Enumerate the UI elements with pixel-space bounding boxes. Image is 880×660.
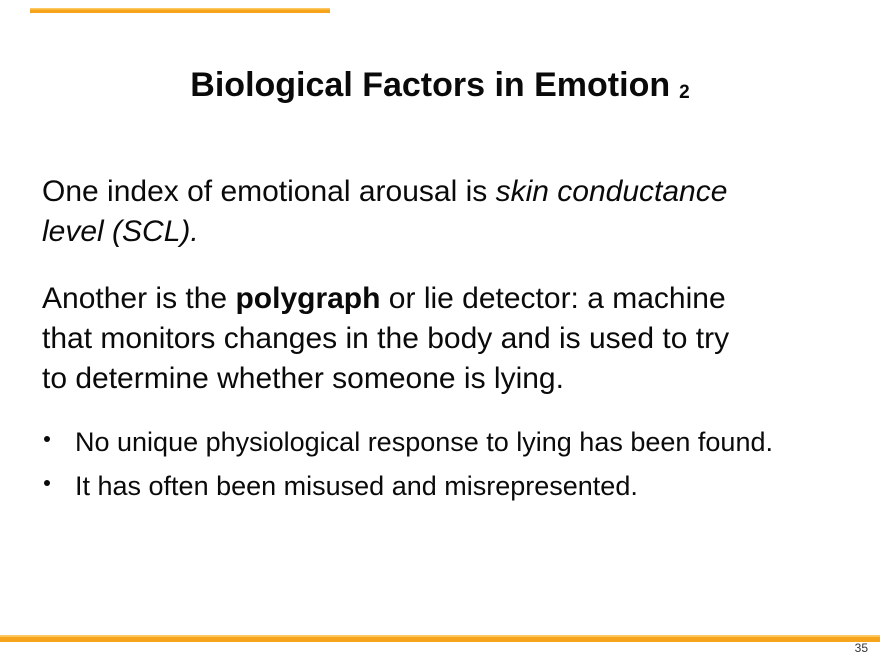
slide-title-index: 2 <box>679 82 690 103</box>
bullet-dot-icon <box>44 480 50 486</box>
bullet-list <box>42 426 860 503</box>
text-run: that monitors changes in the body and is used to try <box>42 322 730 355</box>
text-run: or lie detector: a machine <box>380 282 726 315</box>
text-line <box>42 319 860 359</box>
page-number: 35 <box>854 641 868 655</box>
text-run: skin conductance <box>495 175 728 208</box>
body-paragraph <box>42 172 860 252</box>
slide-title <box>0 64 880 112</box>
bullet-dot-icon <box>44 436 50 442</box>
body-paragraph <box>42 279 860 399</box>
top-accent-bar <box>30 8 330 13</box>
text-run: to determine whether someone is lying. <box>42 362 564 395</box>
bullet-item <box>42 426 860 459</box>
text-run: Another is the <box>42 282 236 315</box>
text-line <box>42 172 860 212</box>
bullet-item <box>42 470 860 503</box>
bullet-text: It has often been misused and misrepresented. <box>75 471 638 501</box>
slide-title-text: Biological Factors in Emotion <box>190 66 671 104</box>
body-paragraphs <box>42 172 860 399</box>
bullet-text: No unique physiological response to lying has been found. <box>75 427 773 457</box>
text-line <box>42 359 860 399</box>
slide-body <box>42 172 860 514</box>
bottom-accent-bar <box>0 635 880 642</box>
text-run: polygraph <box>235 282 381 315</box>
text-run: One index of emotional arousal is <box>42 175 496 208</box>
text-run: level (SCL). <box>42 215 199 248</box>
text-line <box>42 212 860 252</box>
text-line <box>42 279 860 319</box>
